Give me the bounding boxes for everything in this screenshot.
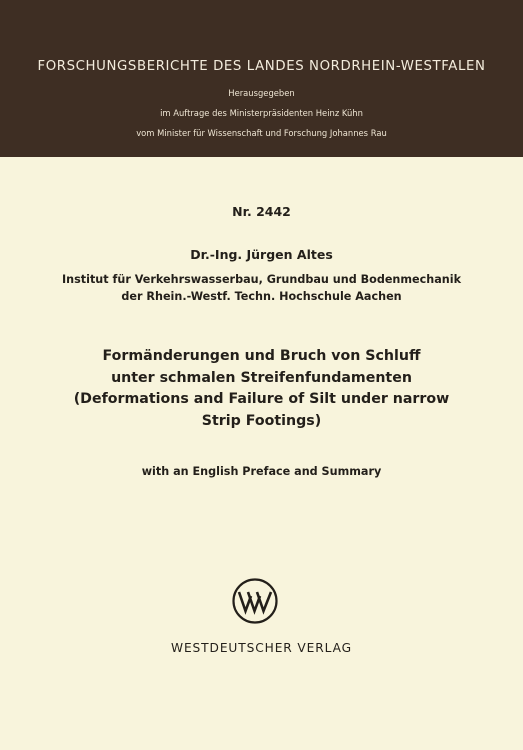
westdeutscher-verlag-logo-icon bbox=[231, 577, 279, 625]
institute-line-1: Institut für Verkehrswasserbau, Grundbau und Bodenmechanik bbox=[61, 273, 462, 286]
commission-line: im Auftrage des Ministerpräsidenten Heinz Kühn bbox=[160, 108, 363, 118]
minister-line: vom Minister für Wissenschaft und Forschung Johannes Rau bbox=[136, 128, 387, 138]
title-line-3: (Deformations and Failure of Silt under narrow bbox=[73, 391, 450, 407]
title-line-2: unter schmalen Streifenfundamenten bbox=[111, 369, 412, 386]
institute-line-2: der Rhein.-Westf. Techn. Hochschule Aachen bbox=[121, 290, 402, 303]
title-line-1: Formänderungen und Bruch von Schluff bbox=[102, 348, 421, 364]
book-title bbox=[0, 346, 523, 432]
publisher-name: WESTDEUTSCHER VERLAG bbox=[171, 641, 352, 655]
report-number: Nr. 2442 bbox=[232, 204, 291, 219]
preface-note: with an English Preface and Summary bbox=[141, 465, 382, 478]
title-line-4: Strip Footings) bbox=[201, 412, 322, 429]
series-title: FORSCHUNGSBERICHTE DES LANDES NORDRHEIN-WESTFALEN bbox=[37, 59, 486, 74]
editor-label: Herausgegeben bbox=[228, 88, 295, 98]
author-name: Dr.-Ing. Jürgen Altes bbox=[190, 247, 333, 262]
header-band bbox=[0, 0, 523, 157]
